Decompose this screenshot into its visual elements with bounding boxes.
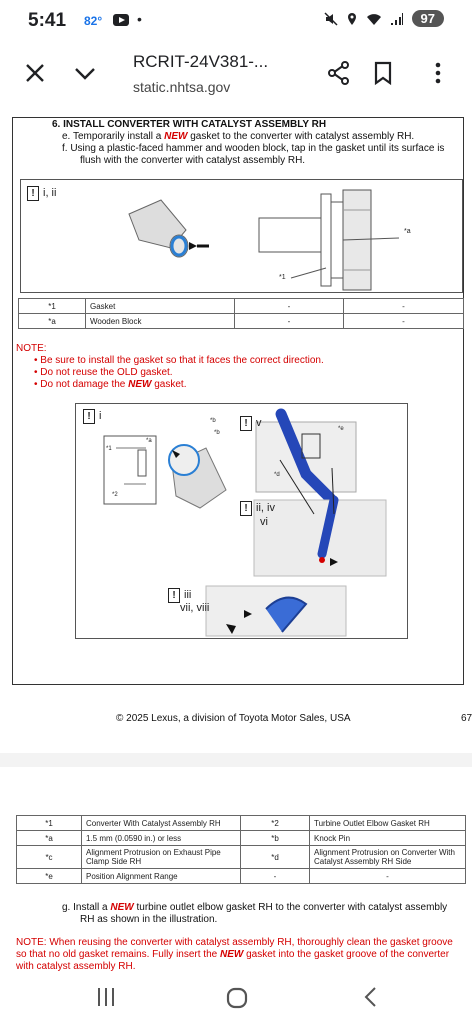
weather-temperature: 82° bbox=[84, 14, 103, 28]
pdf-page-67 bbox=[0, 107, 472, 753]
step-g-line1: g. Install a NEW turbine outlet elbow gasket RH to the converter with catalyst assembly bbox=[62, 902, 448, 913]
figure-step-label-i: ! i bbox=[83, 409, 101, 424]
figure-step-label-ii-iv: ! ii, iv bbox=[240, 501, 275, 516]
table-row: *c Alignment Protrusion on Exhaust Pipe Clamp Side RH *d Alignment Protrusion on Converter With Catalyst Assembly RH Side bbox=[17, 846, 466, 869]
callout-d: *d bbox=[274, 472, 280, 478]
converter-install-illustration bbox=[76, 404, 407, 638]
pdf-page-68 bbox=[0, 767, 472, 975]
parts-table-2 bbox=[16, 815, 466, 884]
note-item-1: • Be sure to install the gasket so that it faces the correct direction. bbox=[34, 355, 324, 366]
figure-step-label-vi: vi bbox=[260, 516, 268, 528]
callout-b-2: *b bbox=[214, 430, 220, 436]
share-icon[interactable] bbox=[326, 60, 352, 86]
callout-2: *2 bbox=[112, 492, 118, 498]
note-title: NOTE: bbox=[16, 343, 47, 354]
caution-icon: ! bbox=[240, 416, 252, 431]
note-line1: NOTE: When reusing the converter with catalyst assembly RH, thoroughly clean the gasket groove bbox=[16, 937, 453, 948]
figure-step-label-vii-viii: vii, viii bbox=[180, 602, 210, 614]
step-g-line2: RH as shown in the illustration. bbox=[80, 914, 218, 925]
bookmark-icon[interactable] bbox=[370, 60, 396, 86]
more-options-icon[interactable] bbox=[425, 60, 451, 86]
table-row: *1 Converter With Catalyst Assembly RH *2 Turbine Outlet Elbow Gasket RH bbox=[17, 816, 466, 831]
mute-icon bbox=[324, 12, 338, 26]
callout-1: *1 bbox=[106, 446, 112, 452]
page-footer-copyright: © 2025 Lexus, a division of Toyota Motor Sales, USA bbox=[116, 713, 351, 724]
step-e: e. Temporarily install a NEW gasket to the converter with catalyst assembly RH. bbox=[62, 131, 415, 142]
figure-gasket-install bbox=[20, 179, 463, 293]
note-item-2: • Do not reuse the OLD gasket. bbox=[34, 367, 173, 378]
step-f-line2: flush with the converter with catalyst assembly RH. bbox=[80, 155, 306, 166]
figure-step-label: ! i, ii bbox=[27, 186, 56, 201]
wifi-icon bbox=[366, 12, 382, 26]
location-icon bbox=[346, 12, 358, 26]
page-url: static.nhtsa.gov bbox=[133, 79, 231, 95]
step-f-line1: f. Using a plastic-faced hammer and wooden block, tap in the gasket until its surface is bbox=[62, 143, 445, 154]
parts-table-1 bbox=[18, 298, 464, 329]
callout-e: *e bbox=[338, 426, 344, 432]
note-line2: so that no old gasket remains. Fully insert the NEW gasket into the gasket groove of the converter bbox=[16, 949, 450, 960]
caution-icon: ! bbox=[83, 409, 95, 424]
callout-b-1: *b bbox=[210, 418, 216, 424]
youtube-notification-icon bbox=[113, 14, 129, 26]
caution-icon: ! bbox=[240, 501, 252, 516]
chevron-down-icon[interactable] bbox=[72, 60, 98, 86]
pdf-viewer[interactable] bbox=[0, 107, 472, 975]
figure-converter-install bbox=[75, 403, 408, 639]
page-number: 67 bbox=[461, 713, 472, 724]
figure-step-label-iii: ! iii bbox=[168, 588, 191, 603]
custom-tab-toolbar bbox=[0, 44, 472, 104]
note-item-3: • Do not damage the NEW gasket. bbox=[34, 379, 187, 390]
note-line3: with catalyst assembly RH. bbox=[16, 961, 136, 972]
recent-apps-icon[interactable] bbox=[94, 985, 118, 1009]
battery-indicator: 97 bbox=[412, 10, 444, 27]
page-title: RCRIT-24V381-... bbox=[133, 52, 269, 71]
callout-a: *a bbox=[404, 228, 411, 235]
status-time: 5:41 bbox=[28, 10, 67, 31]
callout-1: *1 bbox=[279, 274, 286, 281]
table-row: *a 1.5 mm (0.0590 in.) or less *b Knock Pin bbox=[17, 831, 466, 846]
status-icons bbox=[324, 10, 444, 27]
section-heading: 6. INSTALL CONVERTER WITH CATALYST ASSEMBLY RH bbox=[52, 119, 327, 130]
gasket-illustration bbox=[21, 180, 462, 292]
back-icon[interactable] bbox=[360, 985, 384, 1009]
notification-dot: • bbox=[137, 11, 142, 27]
signal-icon bbox=[390, 12, 404, 26]
caution-icon: ! bbox=[27, 186, 39, 201]
figure-step-label-v: ! v bbox=[240, 416, 262, 431]
caution-icon: ! bbox=[168, 588, 180, 603]
system-navigation-bar bbox=[0, 975, 472, 1023]
home-icon[interactable] bbox=[224, 985, 250, 1011]
table-row: *e Position Alignment Range - - bbox=[17, 869, 466, 884]
callout-a: *a bbox=[146, 438, 152, 444]
status-bar bbox=[0, 0, 472, 40]
table-row: *a Wooden Block - - bbox=[19, 314, 464, 329]
table-row: *1 Gasket - - bbox=[19, 299, 464, 314]
close-icon[interactable] bbox=[22, 60, 48, 86]
